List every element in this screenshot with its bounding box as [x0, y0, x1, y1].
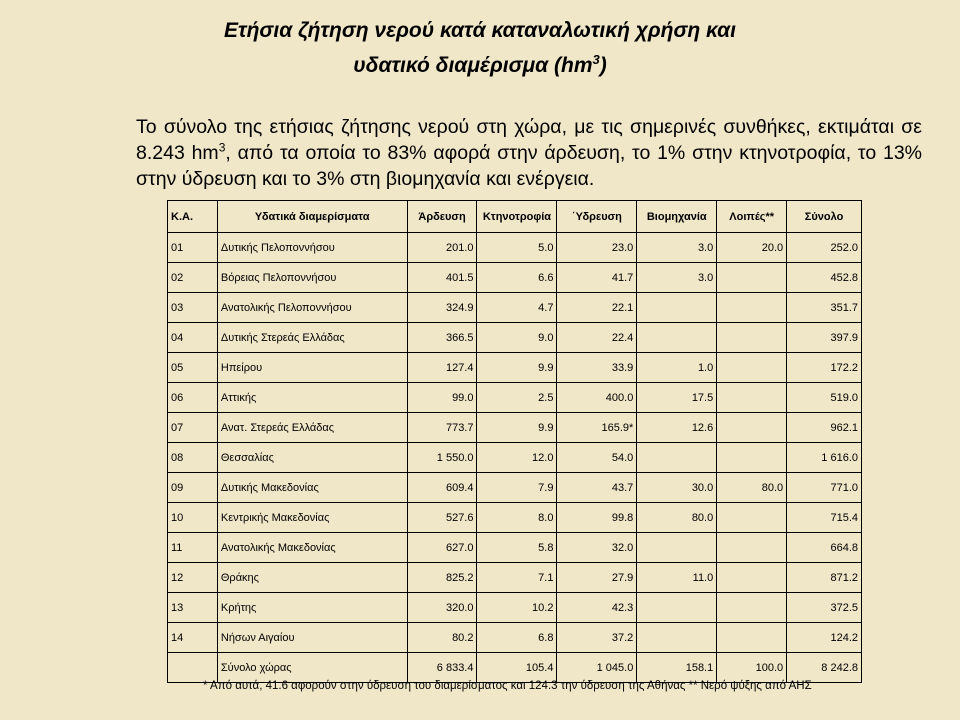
table-row — [168, 323, 862, 353]
header-other: Λοιπές** — [717, 201, 787, 233]
cell-irrigation: 127.4 — [407, 353, 477, 383]
cell-other — [717, 383, 787, 413]
cell-region: Δυτικής Στερεάς Ελλάδας — [217, 323, 407, 353]
table-row — [168, 443, 862, 473]
title-line-2 — [0, 45, 960, 80]
cell-industry: 3.0 — [637, 233, 717, 263]
cell-code: 01 — [168, 233, 218, 263]
cell-total: 664.8 — [787, 533, 862, 563]
cell-industry — [637, 593, 717, 623]
cell-region: Σύνολο χώρας — [217, 653, 407, 683]
cell-other — [717, 623, 787, 653]
cell-other — [717, 443, 787, 473]
cell-water-supply: 99.8 — [557, 503, 637, 533]
cell-irrigation: 99.0 — [407, 383, 477, 413]
cell-total: 124.2 — [787, 623, 862, 653]
cell-total: 871.2 — [787, 563, 862, 593]
cell-code: 06 — [168, 383, 218, 413]
cell-livestock: 6.8 — [477, 623, 557, 653]
cell-other — [717, 353, 787, 383]
cell-industry: 80.0 — [637, 503, 717, 533]
cell-code: 13 — [168, 593, 218, 623]
table-row — [168, 383, 862, 413]
cell-industry: 17.5 — [637, 383, 717, 413]
cell-water-supply: 42.3 — [557, 593, 637, 623]
header-region: Υδατικά διαμερίσματα — [217, 201, 407, 233]
cell-code — [168, 653, 218, 683]
cell-livestock: 8.0 — [477, 503, 557, 533]
header-water-supply: ΄Υδρευση — [557, 201, 637, 233]
table-row — [168, 263, 862, 293]
cell-livestock: 9.9 — [477, 413, 557, 443]
table-row — [168, 593, 862, 623]
cell-region: Κεντρικής Μακεδονίας — [217, 503, 407, 533]
cell-code: 09 — [168, 473, 218, 503]
cell-livestock: 4.7 — [477, 293, 557, 323]
table-header-row — [168, 201, 862, 233]
table-row — [168, 653, 862, 683]
cell-total: 252.0 — [787, 233, 862, 263]
cell-livestock: 10.2 — [477, 593, 557, 623]
cell-industry: 30.0 — [637, 473, 717, 503]
cell-industry — [637, 323, 717, 353]
cell-industry — [637, 623, 717, 653]
table-row — [168, 233, 862, 263]
cell-total: 452.8 — [787, 263, 862, 293]
cell-livestock: 5.8 — [477, 533, 557, 563]
cell-other: 80.0 — [717, 473, 787, 503]
cell-livestock: 9.9 — [477, 353, 557, 383]
cell-water-supply: 33.9 — [557, 353, 637, 383]
cell-total: 771.0 — [787, 473, 862, 503]
cell-other — [717, 413, 787, 443]
cell-total: 962.1 — [787, 413, 862, 443]
cell-water-supply: 27.9 — [557, 563, 637, 593]
footnote: * Από αυτά, 41.6 αφορούν στην ύδρευση του διαμερίσματος και 124.3 την ύδρευση της Αθήνας ** Νερό ψύξης από ΑΗΣ — [203, 680, 812, 692]
cell-industry: 1.0 — [637, 353, 717, 383]
cell-code: 05 — [168, 353, 218, 383]
cell-irrigation: 773.7 — [407, 413, 477, 443]
cell-irrigation: 6 833.4 — [407, 653, 477, 683]
table-row — [168, 293, 862, 323]
intro-paragraph — [136, 114, 922, 192]
cell-region: Ηπείρου — [217, 353, 407, 383]
cell-industry — [637, 443, 717, 473]
cell-code: 12 — [168, 563, 218, 593]
cell-industry — [637, 533, 717, 563]
header-total: Σύνολο — [787, 201, 862, 233]
cell-region: Νήσων Αιγαίου — [217, 623, 407, 653]
cell-other: 100.0 — [717, 653, 787, 683]
cell-code: 11 — [168, 533, 218, 563]
table-row — [168, 563, 862, 593]
intro-text-2: , από τα οποία το 83% αφορά στην άρδευση, το 1% στην κτηνοτροφία, το 13% στην ύδρευση και το 3% στη βιομηχανία και ενέργεια. — [136, 142, 922, 190]
cell-irrigation: 609.4 — [407, 473, 477, 503]
cell-other — [717, 563, 787, 593]
cell-region: Βόρειας Πελοποννήσου — [217, 263, 407, 293]
table-row — [168, 473, 862, 503]
cell-industry: 11.0 — [637, 563, 717, 593]
cell-code: 02 — [168, 263, 218, 293]
cell-livestock: 6.6 — [477, 263, 557, 293]
cell-water-supply: 37.2 — [557, 623, 637, 653]
cell-total: 351.7 — [787, 293, 862, 323]
cell-water-supply: 400.0 — [557, 383, 637, 413]
cell-livestock: 7.1 — [477, 563, 557, 593]
table-row — [168, 533, 862, 563]
cell-region: Αττικής — [217, 383, 407, 413]
cell-total: 715.4 — [787, 503, 862, 533]
cell-water-supply: 43.7 — [557, 473, 637, 503]
cell-other — [717, 503, 787, 533]
cell-region: Ανατολικής Πελοποννήσου — [217, 293, 407, 323]
cell-irrigation: 527.6 — [407, 503, 477, 533]
intro-text-1: Το σύνολο της ετήσιας ζήτησης νερού στη χώρα, με τις σημερινές συνθήκες, εκτιμάται σε 8.243 hm — [136, 116, 922, 164]
title-line-2-end: ) — [599, 54, 607, 77]
cell-code: 03 — [168, 293, 218, 323]
water-demand-table — [167, 200, 862, 683]
cell-water-supply: 1 045.0 — [557, 653, 637, 683]
title-line-2-text: υδατικό διαμέρισμα (hm — [353, 54, 593, 77]
cell-code: 08 — [168, 443, 218, 473]
cell-irrigation: 324.9 — [407, 293, 477, 323]
cell-region: Δυτικής Μακεδονίας — [217, 473, 407, 503]
cell-other — [717, 293, 787, 323]
cell-livestock: 7.9 — [477, 473, 557, 503]
cell-irrigation: 366.5 — [407, 323, 477, 353]
table-body — [168, 233, 862, 683]
cell-irrigation: 825.2 — [407, 563, 477, 593]
cell-code: 14 — [168, 623, 218, 653]
cell-industry: 12.6 — [637, 413, 717, 443]
table-row — [168, 503, 862, 533]
cell-water-supply: 165.9* — [557, 413, 637, 443]
table-row — [168, 623, 862, 653]
cell-water-supply: 22.1 — [557, 293, 637, 323]
cell-irrigation: 80.2 — [407, 623, 477, 653]
header-industry: Βιομηχανία — [637, 201, 717, 233]
cell-total: 1 616.0 — [787, 443, 862, 473]
cell-livestock: 2.5 — [477, 383, 557, 413]
cell-industry — [637, 293, 717, 323]
cell-other — [717, 533, 787, 563]
header-irrigation: Άρδευση — [407, 201, 477, 233]
cell-industry: 158.1 — [637, 653, 717, 683]
cell-region: Θεσσαλίας — [217, 443, 407, 473]
cell-region: Θράκης — [217, 563, 407, 593]
cell-region: Δυτικής Πελοποννήσου — [217, 233, 407, 263]
slide-title — [0, 16, 960, 80]
cell-total: 519.0 — [787, 383, 862, 413]
cell-irrigation: 401.5 — [407, 263, 477, 293]
cell-irrigation: 201.0 — [407, 233, 477, 263]
cell-water-supply: 32.0 — [557, 533, 637, 563]
title-line-1: Ετήσια ζήτηση νερού κατά καταναλωτική χρήση και — [224, 19, 736, 42]
cell-other — [717, 263, 787, 293]
cell-industry: 3.0 — [637, 263, 717, 293]
table-row — [168, 353, 862, 383]
table-row — [168, 413, 862, 443]
cell-other: 20.0 — [717, 233, 787, 263]
cell-total: 172.2 — [787, 353, 862, 383]
cell-other — [717, 593, 787, 623]
header-code: Κ.Α. — [168, 201, 218, 233]
cell-region: Κρήτης — [217, 593, 407, 623]
header-livestock: Κτηνοτροφία — [477, 201, 557, 233]
cell-livestock: 105.4 — [477, 653, 557, 683]
cell-irrigation: 1 550.0 — [407, 443, 477, 473]
cell-water-supply: 22.4 — [557, 323, 637, 353]
cell-total: 8 242.8 — [787, 653, 862, 683]
cell-livestock: 5.0 — [477, 233, 557, 263]
cell-code: 10 — [168, 503, 218, 533]
intro-superscript: 3 — [218, 140, 226, 155]
cell-region: Ανατ. Στερεάς Ελλάδας — [217, 413, 407, 443]
cell-total: 372.5 — [787, 593, 862, 623]
cell-livestock: 12.0 — [477, 443, 557, 473]
title-superscript: 3 — [592, 52, 600, 67]
cell-region: Ανατολικής Μακεδονίας — [217, 533, 407, 563]
cell-irrigation: 320.0 — [407, 593, 477, 623]
cell-irrigation: 627.0 — [407, 533, 477, 563]
cell-livestock: 9.0 — [477, 323, 557, 353]
cell-other — [717, 323, 787, 353]
cell-total: 397.9 — [787, 323, 862, 353]
cell-code: 07 — [168, 413, 218, 443]
cell-code: 04 — [168, 323, 218, 353]
cell-water-supply: 54.0 — [557, 443, 637, 473]
cell-water-supply: 41.7 — [557, 263, 637, 293]
cell-water-supply: 23.0 — [557, 233, 637, 263]
